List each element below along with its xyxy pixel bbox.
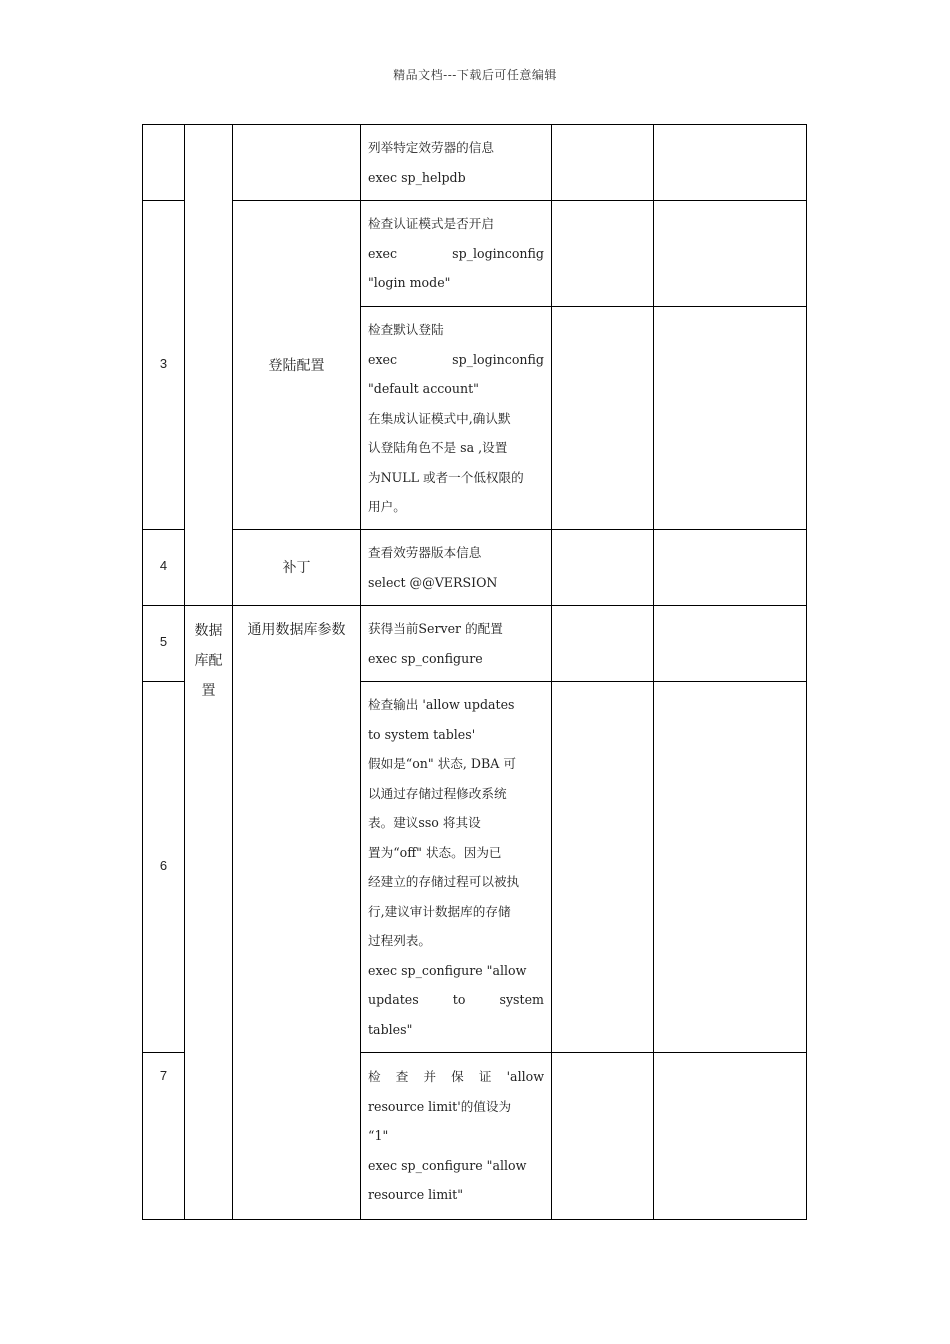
item-line: 过程列表。 — [368, 933, 431, 948]
item-line: 列举特定效劳器的信息 — [368, 140, 494, 155]
item-line: to system tables' — [368, 726, 476, 742]
item-line: 查看效劳器版本信息 — [368, 545, 482, 560]
item-word: exec — [368, 351, 398, 367]
category-line: 置 — [201, 683, 216, 699]
check-item-get-config — [368, 614, 544, 673]
item-line: 表。建议sso 将其设 — [368, 815, 481, 830]
item-word: exec — [368, 245, 398, 261]
item-line: 经建立的存储过程可以被执 — [368, 874, 520, 889]
item-line: resource limit'的值设为 — [368, 1098, 512, 1114]
item-word: 查 — [395, 1069, 409, 1084]
item-line — [368, 1062, 544, 1092]
row-number: 6 — [159, 858, 168, 873]
item-line: 为NULL 或者一个低权限的 — [368, 469, 524, 485]
page-header: 精品文档---下载后可任意编辑 — [393, 68, 557, 82]
row-number: 7 — [159, 1068, 168, 1083]
item-word: 证 — [478, 1069, 492, 1084]
item-line: 检查认证模式是否开启 — [368, 216, 494, 231]
item-line: 在集成认证模式中,确认默 — [368, 410, 511, 426]
check-item-default-login — [368, 315, 544, 522]
item-line — [368, 345, 544, 375]
item-line: resource limit" — [368, 1187, 464, 1202]
grid-line — [232, 200, 806, 201]
category-line: 数据 — [194, 623, 223, 639]
item-line: exec sp_configure "allow — [368, 962, 527, 978]
item-word: 保 — [451, 1069, 464, 1084]
grid-line — [360, 124, 361, 1220]
item-line: “1" — [368, 1128, 389, 1143]
item-line: tables" — [368, 1021, 413, 1037]
item-line: 置为“off" 状态。因为已 — [368, 844, 502, 860]
grid-line — [143, 529, 184, 530]
grid-line — [360, 681, 806, 682]
item-line: 检查输出 'allow updates — [368, 697, 515, 712]
item-line — [368, 985, 544, 1015]
row-number: 5 — [159, 634, 168, 649]
item-line: exec sp_helpdb — [368, 169, 466, 185]
grid-line — [143, 605, 806, 606]
item-word: to — [452, 992, 466, 1007]
check-item-version — [368, 538, 544, 597]
category-line: 库配 — [194, 653, 223, 669]
check-item-auth-mode — [368, 209, 544, 298]
check-item-list-servers — [368, 133, 544, 192]
category-db-config — [185, 616, 232, 706]
row-number: 4 — [159, 558, 168, 573]
grid-line — [360, 306, 806, 307]
item-line: 用户。 — [368, 499, 406, 514]
item-word: sp_loginconfig — [452, 245, 544, 261]
subcategory-patch: 补丁 — [282, 560, 311, 576]
item-line: select @@VERSION — [368, 574, 498, 590]
item-line: exec sp_configure — [368, 650, 483, 666]
item-word: 'allow — [506, 1069, 544, 1084]
item-line: 检查默认登陆 — [368, 322, 444, 337]
item-word: system — [499, 992, 544, 1007]
item-line: 行,建议审计数据库的存储 — [368, 903, 511, 919]
item-word: 并 — [423, 1069, 437, 1084]
row-number: 3 — [159, 356, 168, 371]
grid-line — [143, 200, 184, 201]
grid-line — [551, 124, 552, 1220]
item-line: 假如是“on" 状态, DBA 可 — [368, 756, 516, 771]
grid-line — [653, 124, 654, 1220]
item-line: 认登陆角色不是 sa ,设置 — [368, 440, 508, 455]
grid-line — [143, 681, 184, 682]
subcategory-login-config: 登陆配置 — [268, 358, 325, 374]
item-line: exec sp_configure "allow — [368, 1157, 527, 1173]
item-line: 以通过存储过程修改系统 — [368, 785, 507, 801]
item-line: "login mode" — [368, 275, 451, 290]
item-line: 获得当前Server 的配置 — [368, 621, 503, 636]
item-word: updates — [368, 992, 419, 1007]
check-item-resource-limit — [368, 1062, 544, 1210]
grid-line — [232, 124, 233, 1220]
item-word: sp_loginconfig — [452, 351, 544, 367]
item-line: "default account" — [368, 381, 479, 396]
grid-line — [360, 1052, 806, 1053]
item-line — [368, 239, 544, 269]
check-item-allow-updates — [368, 690, 544, 1044]
subcategory-general-params: 通用数据库参数 — [247, 622, 346, 638]
grid-line — [143, 1052, 184, 1053]
grid-line — [232, 529, 806, 530]
item-word: 检 — [368, 1069, 381, 1084]
